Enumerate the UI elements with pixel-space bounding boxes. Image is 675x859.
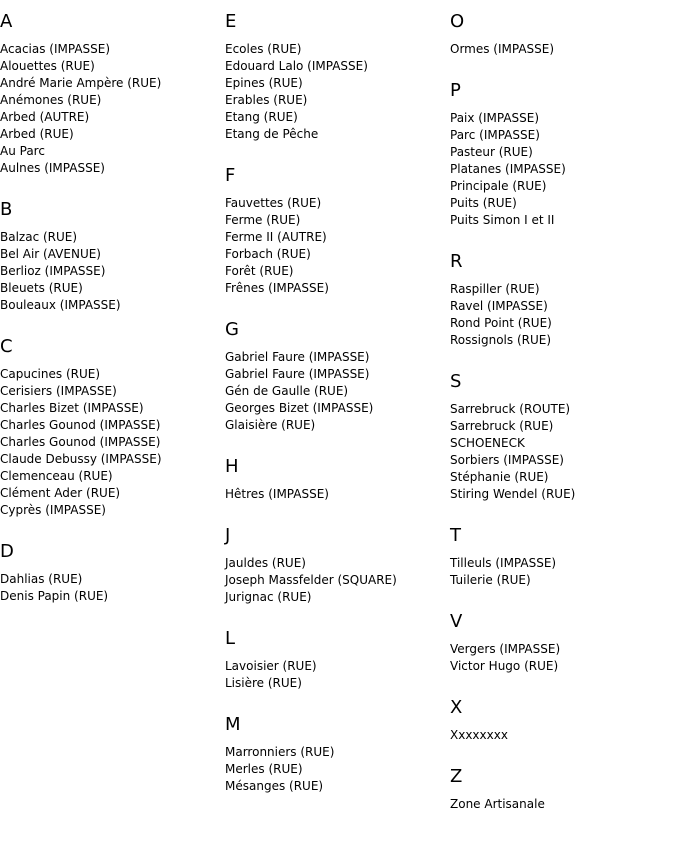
- street-link[interactable]: Tuilerie (RUE): [450, 573, 531, 587]
- section-letter-heading: G: [225, 319, 239, 340]
- street-link[interactable]: Charles Gounod (IMPASSE): [0, 418, 161, 432]
- section-letter-heading: E: [225, 11, 237, 32]
- letter-section: [0, 199, 225, 314]
- street-link[interactable]: Arbed (AUTRE): [0, 110, 90, 124]
- street-link[interactable]: Arbed (RUE): [0, 127, 74, 141]
- street-link[interactable]: Puits (RUE): [450, 196, 517, 210]
- street-link[interactable]: Parc (IMPASSE): [450, 128, 540, 142]
- street-link[interactable]: Sarrebruck (ROUTE): [450, 402, 571, 416]
- letter-section: [450, 80, 675, 229]
- street-link[interactable]: Fauvettes (RUE): [225, 196, 322, 210]
- street-link[interactable]: Platanes (IMPASSE): [450, 162, 566, 176]
- street-list: [225, 658, 450, 692]
- letter-section: [225, 525, 450, 606]
- section-letter-heading: V: [450, 611, 463, 632]
- section-letter-heading: D: [0, 541, 14, 562]
- letter-section: [225, 11, 450, 143]
- street-link[interactable]: Joseph Massfelder (SQUARE): [225, 573, 397, 587]
- letter-section: [450, 11, 675, 58]
- street-link[interactable]: Ravel (IMPASSE): [450, 299, 548, 313]
- letter-section: [450, 697, 675, 744]
- street-list: [225, 486, 450, 503]
- column-3: [450, 0, 675, 835]
- street-link[interactable]: Gabriel Faure (IMPASSE): [225, 367, 370, 381]
- street-link[interactable]: Aulnes (IMPASSE): [0, 161, 105, 175]
- street-link[interactable]: Hêtres (IMPASSE): [225, 487, 329, 501]
- section-letter-heading: Z: [450, 766, 463, 787]
- street-link[interactable]: Raspiller (RUE): [450, 282, 540, 296]
- street-link[interactable]: Xxxxxxxx: [450, 728, 508, 742]
- street-link[interactable]: Erables (RUE): [225, 93, 308, 107]
- street-link[interactable]: André Marie Ampère (RUE): [0, 76, 162, 90]
- street-link[interactable]: Sorbiers (IMPASSE): [450, 453, 564, 467]
- letter-section: [225, 628, 450, 692]
- street-link[interactable]: Clément Ader (RUE): [0, 486, 121, 500]
- section-letter-heading: C: [0, 336, 13, 357]
- street-link[interactable]: Vergers (IMPASSE): [450, 642, 561, 656]
- street-link[interactable]: Pasteur (RUE): [450, 145, 533, 159]
- street-list: [450, 641, 675, 675]
- section-letter-heading: P: [450, 80, 461, 101]
- street-list: [0, 366, 225, 519]
- street-link[interactable]: Charles Bizet (IMPASSE): [0, 401, 144, 415]
- street-link[interactable]: Anémones (RUE): [0, 93, 102, 107]
- street-link[interactable]: Cyprès (IMPASSE): [0, 503, 106, 517]
- letter-section: [225, 319, 450, 434]
- letter-section: [225, 456, 450, 503]
- letter-section: [225, 714, 450, 795]
- section-letter-heading: A: [0, 11, 13, 32]
- street-list: [225, 349, 450, 434]
- street-link[interactable]: Ferme (RUE): [225, 213, 301, 227]
- street-link[interactable]: Puits Simon I et II: [450, 213, 555, 227]
- letter-section: [450, 525, 675, 589]
- street-link[interactable]: Stéphanie (RUE): [450, 470, 549, 484]
- street-link[interactable]: Glaisière (RUE): [225, 418, 316, 432]
- street-link[interactable]: Edouard Lalo (IMPASSE): [225, 59, 368, 73]
- street-link[interactable]: Jauldes (RUE): [225, 556, 306, 570]
- street-link[interactable]: Lisière (RUE): [225, 676, 302, 690]
- street-link[interactable]: Frênes (IMPASSE): [225, 281, 329, 295]
- letter-section: [0, 541, 225, 605]
- street-list: [450, 796, 675, 813]
- street-link[interactable]: Rond Point (RUE): [450, 316, 552, 330]
- section-letter-heading: T: [450, 525, 461, 546]
- street-link[interactable]: Denis Papin (RUE): [0, 589, 109, 603]
- section-letter-heading: R: [450, 251, 463, 272]
- letter-section: [450, 766, 675, 813]
- street-link[interactable]: Forbach (RUE): [225, 247, 311, 261]
- section-letter-heading: X: [450, 697, 463, 718]
- street-link[interactable]: Marronniers (RUE): [225, 745, 335, 759]
- street-link[interactable]: Merles (RUE): [225, 762, 303, 776]
- column-1: [0, 0, 225, 627]
- street-link[interactable]: Gabriel Faure (IMPASSE): [225, 350, 370, 364]
- section-letter-heading: B: [0, 199, 13, 220]
- section-letter-heading: H: [225, 456, 239, 477]
- street-link[interactable]: Zone Artisanale: [450, 797, 545, 811]
- street-link[interactable]: Gén de Gaulle (RUE): [225, 384, 349, 398]
- street-link[interactable]: Victor Hugo (RUE): [450, 659, 559, 673]
- column-2: [225, 0, 450, 817]
- street-link[interactable]: Au Parc: [0, 144, 45, 158]
- street-list: [450, 555, 675, 589]
- street-list: [225, 744, 450, 795]
- street-list: [450, 727, 675, 744]
- street-link[interactable]: Dahlias (RUE): [0, 572, 83, 586]
- section-letter-heading: M: [225, 714, 241, 735]
- street-link[interactable]: Forêt (RUE): [225, 264, 294, 278]
- section-letter-heading: L: [225, 628, 236, 649]
- street-list: [450, 401, 675, 503]
- letter-section: [225, 165, 450, 297]
- section-letter-heading: O: [450, 11, 465, 32]
- street-link[interactable]: Bel Air (AVENUE): [0, 247, 101, 261]
- street-link[interactable]: Ferme II (AUTRE): [225, 230, 327, 244]
- street-link[interactable]: Tilleuls (IMPASSE): [450, 556, 557, 570]
- street-link[interactable]: Charles Gounod (IMPASSE): [0, 435, 161, 449]
- street-link[interactable]: Bouleaux (IMPASSE): [0, 298, 121, 312]
- street-link[interactable]: Epines (RUE): [225, 76, 303, 90]
- letter-section: [450, 251, 675, 349]
- street-link[interactable]: Ormes (IMPASSE): [450, 42, 555, 56]
- street-link[interactable]: Sarrebruck (RUE): [450, 419, 554, 433]
- street-link[interactable]: Capucines (RUE): [0, 367, 101, 381]
- section-letter-heading: J: [225, 525, 231, 546]
- street-list: [450, 110, 675, 229]
- section-letter-heading: S: [450, 371, 462, 392]
- street-link[interactable]: Paix (IMPASSE): [450, 111, 540, 125]
- letter-section: [0, 336, 225, 519]
- street-list: [225, 195, 450, 297]
- street-link[interactable]: Claude Debussy (IMPASSE): [0, 452, 162, 466]
- street-list: [0, 571, 225, 605]
- street-link[interactable]: Balzac (RUE): [0, 230, 78, 244]
- street-link[interactable]: Georges Bizet (IMPASSE): [225, 401, 374, 415]
- street-link[interactable]: Cerisiers (IMPASSE): [0, 384, 117, 398]
- street-link[interactable]: Principale (RUE): [450, 179, 547, 193]
- street-link[interactable]: Jurignac (RUE): [225, 590, 312, 604]
- street-link[interactable]: SCHOENECK: [450, 436, 525, 450]
- street-list: [0, 229, 225, 314]
- street-link[interactable]: Stiring Wendel (RUE): [450, 487, 576, 501]
- letter-section: [0, 11, 225, 177]
- street-link[interactable]: Lavoisier (RUE): [225, 659, 317, 673]
- street-list: [225, 555, 450, 606]
- street-list: [0, 41, 225, 177]
- street-list: [450, 41, 675, 58]
- street-link[interactable]: Mésanges (RUE): [225, 779, 324, 793]
- street-link[interactable]: Clemenceau (RUE): [0, 469, 113, 483]
- street-list: [225, 41, 450, 143]
- street-link[interactable]: Bleuets (RUE): [0, 281, 83, 295]
- street-link[interactable]: Etang de Pêche: [225, 127, 319, 141]
- letter-section: [450, 371, 675, 503]
- street-link[interactable]: Etang (RUE): [225, 110, 298, 124]
- letter-section: [450, 611, 675, 675]
- street-list: [450, 281, 675, 349]
- street-link[interactable]: Acacias (IMPASSE): [0, 42, 111, 56]
- street-link[interactable]: Alouettes (RUE): [0, 59, 95, 73]
- street-link[interactable]: Rossignols (RUE): [450, 333, 552, 347]
- section-letter-heading: F: [225, 165, 236, 186]
- street-link[interactable]: Berlioz (IMPASSE): [0, 264, 106, 278]
- street-link[interactable]: Ecoles (RUE): [225, 42, 302, 56]
